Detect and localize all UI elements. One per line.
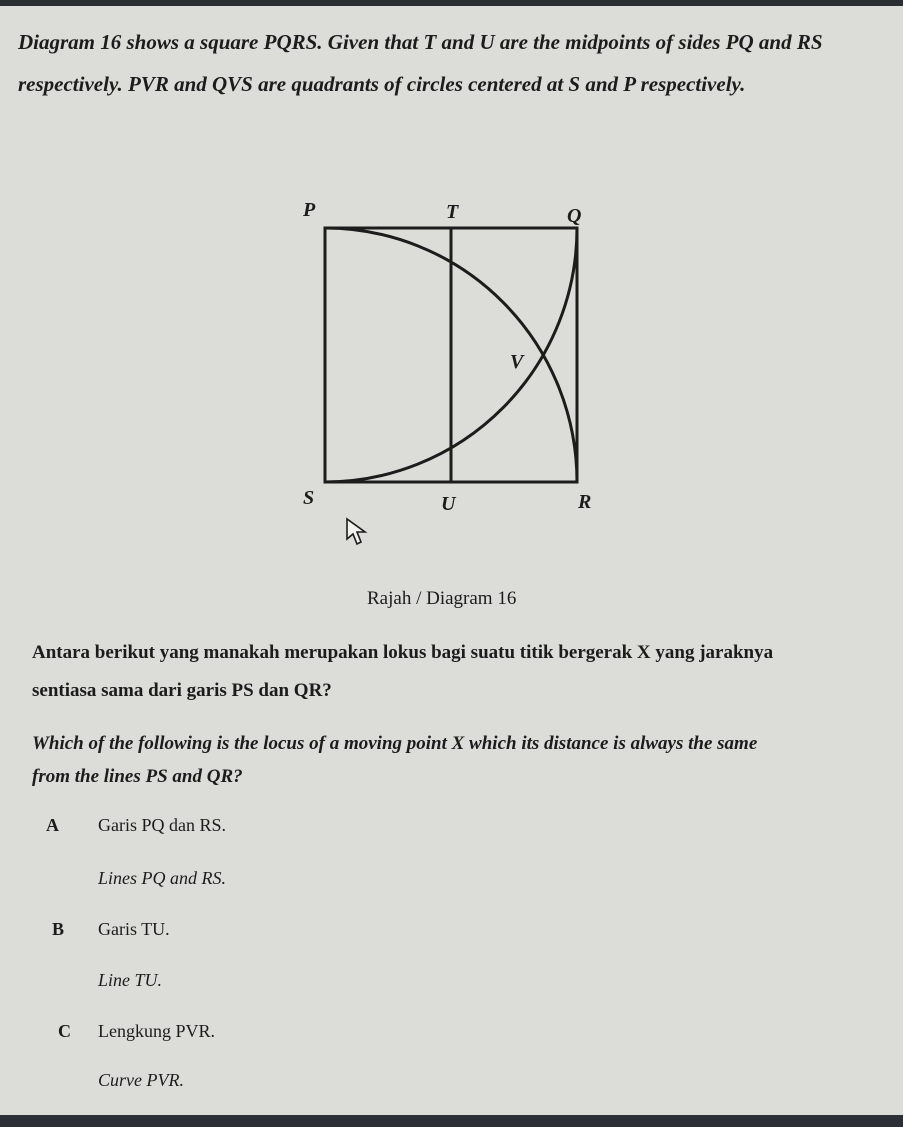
label-u: U [441,493,456,515]
option-c-letter[interactable]: C [58,1021,71,1041]
square-diagram [0,0,903,560]
label-v: V [510,351,524,373]
question-ms-line-2: sentiasa sama dari garis PS dan QR? [32,680,332,701]
option-b-text-ms[interactable]: Garis TU. [98,919,170,939]
option-a-letter[interactable]: A [46,815,59,835]
label-q: Q [567,205,582,227]
option-b-letter[interactable]: B [52,919,65,939]
label-p: P [303,199,316,221]
question-en-line-2: from the lines PS and QR? [32,766,243,787]
option-a-text-en[interactable]: Lines PQ and RS. [98,868,226,888]
label-r: R [578,491,592,513]
intro-line-2: respectively. PVR and QVS are quadrants of circles centered at S and P respectively. [18,72,746,96]
question-ms-line-1: Antara berikut yang manakah merupakan lokus bagi suatu titik bergerak X yang jaraknya [32,642,774,663]
option-c-text-en[interactable]: Curve PVR. [98,1070,184,1090]
question-en-line-1: Which of the following is the locus of a moving point X which its distance is always the same [32,733,758,754]
bottom-edge [0,1115,903,1127]
option-a-text-ms[interactable]: Garis PQ dan RS. [98,815,227,835]
intro-line-1: Diagram 16 shows a square PQRS. Given that T and U are the midpoints of sides PQ and RS [18,30,823,54]
diagram-caption: Rajah / Diagram 16 [367,588,517,609]
label-t: T [446,201,459,223]
option-b-text-en[interactable]: Line TU. [98,970,163,990]
option-c-text-ms[interactable]: Lengkung PVR. [98,1021,215,1041]
label-s: S [303,487,315,509]
mouse-pointer-icon [345,517,373,547]
